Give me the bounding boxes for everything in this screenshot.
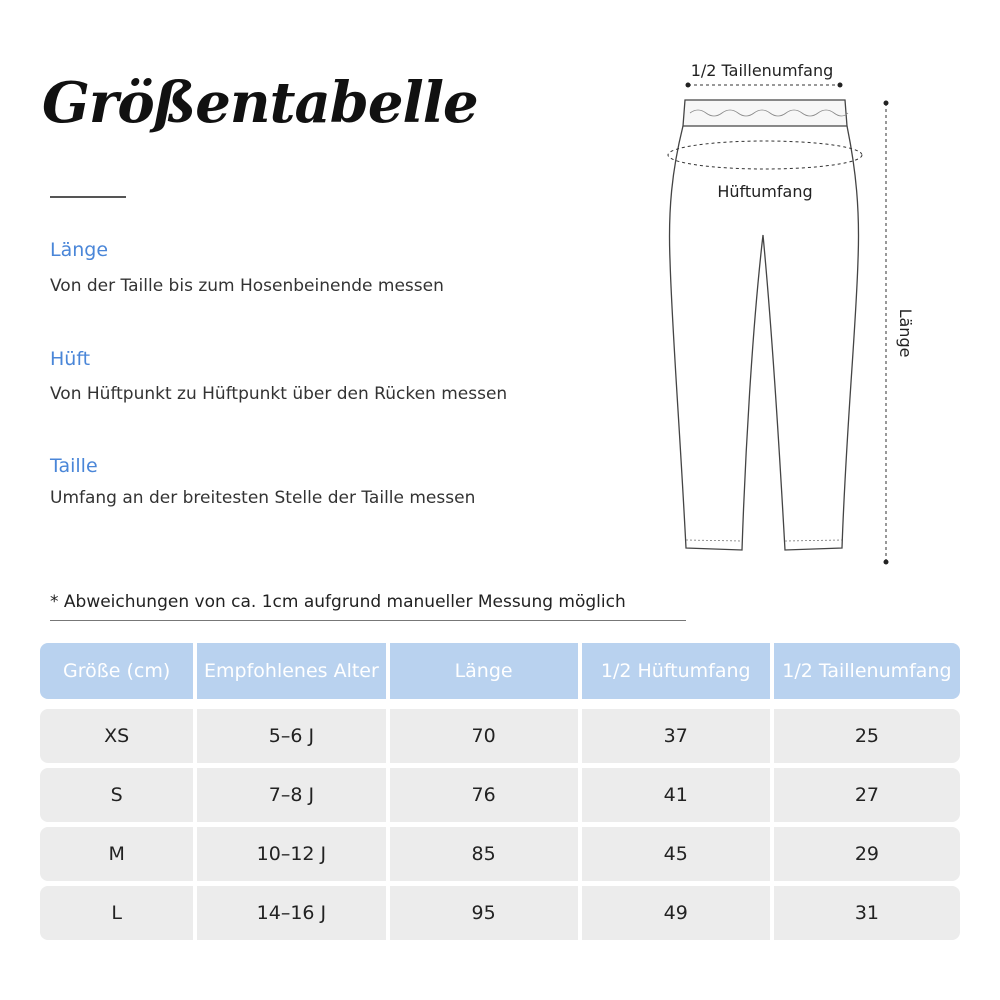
table-cell: 5–6 J <box>197 709 385 763</box>
table-header-cell: Empfohlenes Alter <box>197 643 385 699</box>
table-cell: 45 <box>582 827 770 881</box>
table-header-cell: 1/2 Taillenumfang <box>774 643 960 699</box>
length-label: Länge <box>896 308 915 358</box>
section-text-waist: Umfang an der breitesten Stelle der Taille messen <box>50 488 476 508</box>
table-cell: 31 <box>774 886 960 940</box>
page-title: Größentabelle <box>42 70 478 136</box>
table-row <box>40 886 960 940</box>
table-cell: 10–12 J <box>197 827 385 881</box>
size-table <box>40 643 960 945</box>
table-cell: L <box>40 886 193 940</box>
table-row <box>40 709 960 763</box>
pants-illustration <box>670 100 859 550</box>
waist-measure-line <box>686 83 843 88</box>
table-cell: 85 <box>390 827 578 881</box>
section-heading-length: Länge <box>50 239 109 261</box>
table-row <box>40 768 960 822</box>
table-cell: 95 <box>390 886 578 940</box>
table-cell: XS <box>40 709 193 763</box>
table-cell: 49 <box>582 886 770 940</box>
table-header-cell: Größe (cm) <box>40 643 193 699</box>
table-cell: 37 <box>582 709 770 763</box>
hip-measure-ellipse <box>668 141 862 169</box>
title-divider <box>50 196 126 198</box>
table-cell: S <box>40 768 193 822</box>
section-text-length: Von der Taille bis zum Hosenbeinende messen <box>50 276 444 296</box>
table-cell: 7–8 J <box>197 768 385 822</box>
table-cell: 25 <box>774 709 960 763</box>
table-header-cell: 1/2 Hüftumfang <box>582 643 770 699</box>
table-cell: M <box>40 827 193 881</box>
table-row <box>40 827 960 881</box>
table-cell: 14–16 J <box>197 886 385 940</box>
table-cell: 29 <box>774 827 960 881</box>
length-measure-line <box>884 101 889 565</box>
table-cell: 41 <box>582 768 770 822</box>
waist-label: 1/2 Taillenumfang <box>690 61 834 80</box>
table-cell: 70 <box>390 709 578 763</box>
measurement-note: * Abweichungen von ca. 1cm aufgrund manueller Messung möglich <box>50 592 626 612</box>
table-header-cell: Länge <box>390 643 578 699</box>
note-divider <box>50 620 686 621</box>
section-text-hip: Von Hüftpunkt zu Hüftpunkt über den Rücken messen <box>50 384 508 404</box>
table-header-row <box>40 643 960 699</box>
hip-label: Hüftumfang <box>717 182 813 201</box>
table-cell: 27 <box>774 768 960 822</box>
section-heading-waist: Taille <box>50 455 98 477</box>
section-heading-hip: Hüft <box>50 348 91 370</box>
table-cell: 76 <box>390 768 578 822</box>
